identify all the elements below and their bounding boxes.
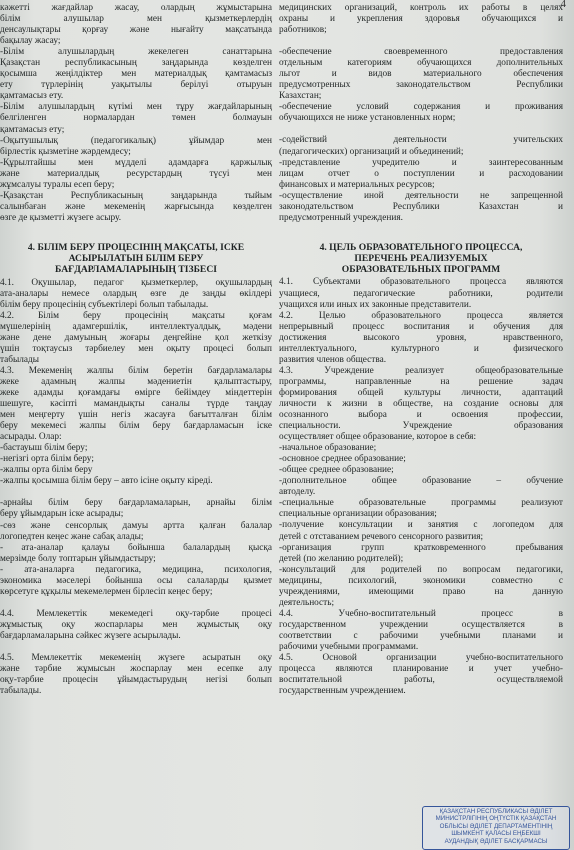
russian-column [279, 0, 563, 697]
text-line: детей с отставанием речевого сенсорного развития; [279, 531, 484, 542]
text-line: Казахстан; [279, 91, 322, 102]
text-line: осознанного выбора и освоения профессии, [279, 410, 563, 421]
text-line: рабочими учебными программами. [279, 642, 419, 652]
text-line: үшін тоқтаусыз тәрбиелеу мен оқыту процесі болып [0, 343, 272, 354]
text-line: предусмотренный учреждения. [279, 212, 403, 223]
text-line: логопедтен кеңес және сабақ алады; [0, 531, 144, 542]
text-line: государственным учреждением. [279, 686, 406, 697]
text-line: бағдарламаларына сәйкес жүзеге асырылады. [0, 630, 181, 641]
text-line: (педагогических) организаций и объединений; [279, 146, 464, 157]
text-line: медицины, психологий, экономики совместно с [279, 575, 563, 586]
text-line: финансовых и материальных ресурсов; [279, 179, 435, 190]
official-stamp [422, 806, 570, 850]
text-line: денсаулықтары қорғау және нығайту мақсатында [0, 25, 272, 36]
text-line: государственном учреждении осуществляется в [279, 619, 563, 630]
text-line: воспитательной работы, осуществляемой [279, 675, 563, 686]
text-line: -обеспечение своевременного предоставления [279, 47, 563, 58]
text-line [279, 124, 563, 135]
text-line: льгот и видов материального обеспечения [279, 69, 563, 80]
russian-section-heading [279, 242, 563, 276]
text-line: 4.2. Целью образовательного процесса является [279, 310, 563, 321]
text-line: - ата-аналарға педагогика, медицина, психология, [0, 564, 272, 575]
text-line: 4.1. Субъектами образовательного процесса являются [279, 277, 563, 288]
text-line: охраны и укрепления здоровья обучающихся и [279, 14, 563, 25]
text-line: -Қазақстан Республикасының заңдарында тыйым [0, 190, 272, 201]
text-line: достижения высокого уровня, нравственного, [279, 332, 563, 343]
heading-line: 4. БІЛІМ БЕРУ ПРОЦЕСІНІҢ МАҚСАТЫ, ІСКЕ [27, 241, 245, 253]
text-line: оқу-тәрбие процесін ұйымдастырудың негізі болып [0, 675, 272, 686]
text-line: -арнайы білім беру бағдарламаларын, арнайы білім [0, 498, 272, 509]
kazakh-top-paragraph [0, 3, 272, 224]
text-line: -основное среднее образование; [279, 454, 406, 465]
text-line [279, 36, 563, 47]
text-line: мен меңгерту үшін негіз жасауға бағытталған білім [0, 410, 272, 421]
text-line: -бастауыш білім беру; [0, 443, 88, 454]
text-line: 4.2. Білім беру процесінің мақсаты қоғам [0, 310, 272, 321]
text-line: детей (по желанию родителей); [279, 553, 404, 564]
text-line: жұмсалуы туралы есеп беру; [0, 179, 115, 190]
text-line: кәжетті жағдайлар жасау, олардың жұмыстарына [0, 3, 272, 13]
text-line: экономика мәселері бойынша осы салаларды қызмет [0, 575, 272, 586]
text-line: және тәрбие жұмысын жоспарлау мен есепке алу [0, 664, 272, 675]
text-line: беру мекемесі жалпы білім беру бағдарламасын іске [0, 421, 272, 432]
text-line: специальности. Учреждение образования [279, 421, 563, 432]
text-line: соответствии с рабочими учебными планами и [279, 630, 563, 641]
text-line: 4.4. Мемлекеттік мекемедегі оқу-тәрбие процесі [0, 608, 272, 619]
kazakh-section-body [0, 278, 272, 698]
text-line: өзге де қызметті жүзеге асыру. [0, 212, 122, 223]
text-line: табылады [0, 354, 40, 365]
text-line [0, 598, 272, 609]
heading-line: ОБРАЗОВАТЕЛЬНЫХ ПРОГРАММ [341, 264, 501, 276]
kazakh-section-heading [0, 242, 272, 276]
text-line: жеке адамның жалпы мәдениетін қалыптастыру, [0, 376, 272, 387]
text-line: қамтамасыз ету; [0, 124, 65, 135]
text-line: -специальные образовательные программы реализуют [279, 498, 563, 509]
heading-line: БАҒДАРЛАМАЛАРЫНЫҢ ТІЗБЕСІ [55, 264, 217, 276]
text-line: -Білім алушылардың күтімі мен тұру жағдайларының [0, 102, 272, 113]
text-line: -дополнительное общее образование – обучение [279, 476, 563, 487]
text-line: автоделу. [279, 487, 316, 498]
text-line: - ата-аналар қалауы бойынша балалардың қысқа [0, 542, 272, 553]
text-line: работников; [279, 25, 327, 36]
text-line: формирования общей культуры личности, адаптаций [279, 387, 563, 398]
text-line: лицам отчет о поступлении и расходовании [279, 168, 563, 179]
text-line: -обеспечение условий содержания и проживания [279, 102, 563, 113]
text-line: обучающихся не ниже установленных норм; [279, 113, 456, 124]
russian-top-paragraph [279, 3, 563, 224]
text-line: қамтамасыз ету. [0, 91, 64, 102]
text-line: -консультаций для родителей по вопросам педагогики, [279, 564, 563, 575]
text-line: және материалдық ресурстардың түсуі мен [0, 168, 272, 179]
stamp-text-line: МИНИСТРЛІГІНІҢ ОҢТҮСТІК ҚАЗАҚСТАН [435, 815, 557, 823]
text-line: специальные организации образования; [279, 509, 437, 520]
text-line: Қазақстан республикасының заңдарында көзделген [0, 58, 272, 69]
text-line: -Оқытушылық (педагогикалық) ұйымдар мен [0, 135, 272, 146]
text-line: -организация групп кратковременного пребывания [279, 542, 563, 553]
text-line: табылады. [0, 686, 42, 697]
text-line: 4.1. Оқушылар, педагог қызметкерлер, оқушылардың [0, 277, 272, 288]
text-line: 4.5. Основой организации учебно-воспитательного [279, 653, 563, 664]
text-line: процесса являются планирование и учет учебно- [279, 664, 563, 675]
russian-section-body [279, 277, 563, 697]
text-line [0, 487, 272, 498]
text-line: 4.3. Мекеменің жалпы білім беретін бағдарламалары [0, 365, 272, 376]
text-line: 4.5. Мемлекеттік мекеменің жүзеге асыратын оқу [0, 653, 272, 663]
kazakh-column [0, 0, 272, 697]
text-line: асырады. Олар: [0, 432, 62, 443]
text-line: салынбаған және мекеменің жарғысында көзделген [0, 201, 272, 212]
text-line: 4.3. Учреждение реализует общеобразовательные [279, 365, 563, 376]
text-line: жұмыстық оқу жоспарлары мен жұмыстық оқу [0, 619, 272, 630]
text-line: -сөз және сенсорлық дамуы артта қалған балалар [0, 520, 272, 531]
text-line: -Білім алушылардың жекелеген санаттарына [0, 47, 272, 58]
text-line: -жалпы орта білім беру [0, 465, 93, 476]
text-line: білім алушылар мен қызметкерлердің [0, 14, 272, 25]
text-line: законодательством Республики Казахстан и [279, 201, 563, 212]
stamp-text-line: ШЫМКЕНТ ҚАЛАСЫ ЕҢБЕКШІ [451, 830, 541, 838]
text-line: жеке адамды қоғамдағы өмірге бейімдеу міндеттерін [0, 388, 272, 399]
text-line: беру ұйымдарын іске асырады; [0, 509, 124, 520]
text-line: білім беру процесінің субъектілері болып табылады. [0, 299, 209, 310]
text-line: учащиеся, педагогические работники, родители [279, 288, 563, 299]
text-line: шешуге, кәсіпті мамандықты саналы түрде таңдау [0, 399, 272, 410]
text-line: -жалпы қосымша білім беру – авто ісіне оқыту кіреді. [0, 476, 213, 487]
text-line: -Құрылтайшы мен мүдделі адамдарға қаржылық [0, 157, 272, 168]
text-line: -осуществление иной деятельности не запрещенной [279, 190, 563, 201]
text-line: мүшелерінің адамгершілік, интеллектуалдық, мәдени [0, 321, 272, 332]
text-line: предусмотренных законодательством Республики [279, 80, 563, 91]
text-line: бірлестік қызметіне жәрдемдесу; [0, 146, 131, 157]
text-line [0, 642, 272, 653]
text-line: отдельным категориям обучающихся дополнительных [279, 58, 563, 69]
text-line: мерзімде болу топтарын ұйымдастыру; [0, 553, 156, 564]
text-line: -общее среднее образование; [279, 465, 394, 476]
text-line: ету түрлерінің уақытылы берілуі отыруын [0, 80, 272, 91]
text-line: ата-аналары немесе олардың өзге де заңды өкілдері [0, 288, 272, 299]
text-line: -содействий деятельности учительских [279, 135, 563, 146]
text-line: -начальное образование; [279, 443, 377, 454]
stamp-text-line: АУДАНДЫҚ ӘДІЛЕТ БАСҚАРМАСЫ [444, 837, 548, 845]
text-line: 4.4. Учебно-воспитательный процесс в [279, 608, 563, 619]
text-line: -негізгі орта білім беру; [0, 454, 94, 465]
heading-line: ПЕРЕЧЕНЬ РЕАЛИЗУЕМЫХ [354, 253, 488, 265]
text-line: непрерывный процесс воспитания и обучения для [279, 321, 563, 332]
text-line: -получение консультации и занятия с логопедом для [279, 520, 563, 531]
text-line: программы, направленные на решение задач [279, 376, 563, 387]
page-number: 4 [560, 0, 566, 10]
stamp-text-line: ҚАЗАҚСТАН РЕСПУБЛИКАСЫ ӘДІЛЕТ [439, 808, 553, 815]
text-line: бақылау жасау; [0, 36, 61, 47]
text-line: белгіленген нормалардан төмен болмауын [0, 113, 272, 124]
text-line: деятельность; [279, 597, 335, 608]
text-line: осуществляет общее образование, которое в себя: [279, 432, 477, 443]
text-line: развития членов общества. [279, 354, 387, 365]
text-line: -представление учредителю и заинтересованным [279, 157, 563, 168]
text-line: және дене дамуының жоғары деңгейіне қол жеткізу [0, 332, 272, 343]
text-line: личности к жизни в обществе, на создание основы для [279, 398, 563, 409]
text-line: медицинских организаций, контроль их работы в целях [279, 3, 563, 13]
heading-line: АСЫРЫЛАТЫН БІЛІМ БЕРУ [68, 253, 204, 265]
text-line: учреждениями, имеющими право на данную [279, 586, 563, 597]
text-line: қосымша жеңілдіктер мен материалдық қамтамасыз [0, 69, 272, 80]
text-line: интеллектуального, культурного и физического [279, 343, 563, 354]
text-line: учащихся или иных их законные представители. [279, 299, 472, 310]
stamp-text-line: ОБЛЫСЫ ӘДІЛЕТ ДЕПАРТАМЕНТІНІҢ [439, 822, 553, 830]
heading-line: 4. ЦЕЛЬ ОБРАЗОВАТЕЛЬНОГО ПРОЦЕССА, [319, 241, 523, 253]
text-line: көрсетуге құқылы мекемелермен бірлесіп кеңес беру; [0, 586, 213, 597]
